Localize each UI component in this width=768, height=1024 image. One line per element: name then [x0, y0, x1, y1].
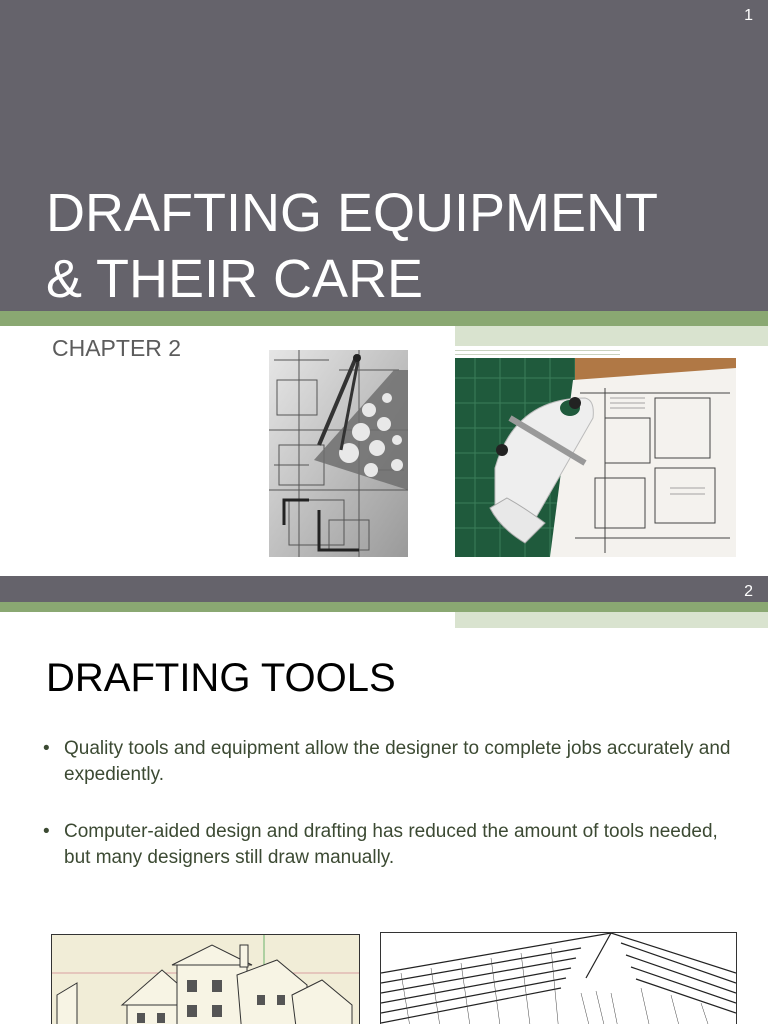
blueprint-compass-photo	[269, 350, 408, 557]
title-line-2: & THEIR CARE	[46, 249, 424, 309]
house-3d-model-image	[51, 934, 360, 1024]
slide-title	[46, 180, 658, 312]
chapter-subtitle: CHAPTER 2	[52, 335, 182, 361]
accent-strip	[0, 311, 768, 326]
roof-framing-sketch-image	[380, 932, 737, 1024]
list-item	[40, 819, 740, 871]
bullet-icon: •	[43, 821, 50, 842]
ellipse-template-photo	[455, 358, 736, 557]
slide-title: DRAFTING TOOLS	[46, 656, 396, 700]
bullet-list	[40, 736, 740, 902]
slide-number: 2	[744, 583, 753, 600]
accent-strip	[0, 602, 768, 612]
bullet-icon: •	[43, 738, 50, 759]
accent-strip-pale	[455, 612, 768, 628]
slide-2	[0, 576, 768, 1024]
accent-strip-pale	[455, 326, 768, 346]
slide-number: 1	[744, 7, 753, 24]
bullet-text: Computer-aided design and drafting has reduced the amount of tools needed, but many designers still draw manually.	[64, 821, 718, 868]
bullet-text: Quality tools and equipment allow the designer to complete jobs accurately and expediently.	[64, 738, 731, 785]
title-line-1: DRAFTING EQUIPMENT	[46, 183, 659, 243]
divider-line	[455, 354, 620, 355]
divider-line	[455, 350, 620, 351]
list-item	[40, 736, 740, 788]
header-band	[0, 576, 768, 602]
